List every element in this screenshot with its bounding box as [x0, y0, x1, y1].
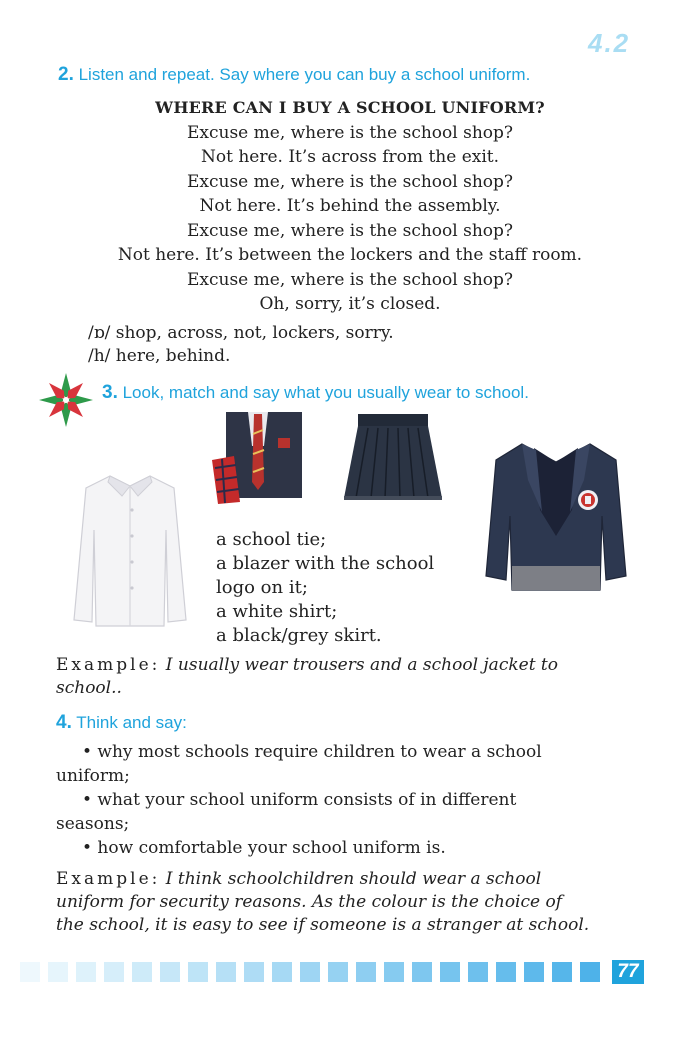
phonetics-line: /ɒ/ shop, across, not, lockers, sorry. [88, 323, 394, 343]
item-line: a black/grey skirt. [216, 625, 382, 646]
bullet-item [56, 740, 638, 788]
example-text: uniform for security reasons. As the colour is the choice of [56, 892, 563, 912]
task4-heading [56, 712, 187, 734]
task3-number: 3. [102, 382, 118, 403]
example-text: school.. [56, 678, 122, 698]
item-line: logo on it; [216, 577, 308, 598]
poem-line: Excuse me, where is the school shop? [186, 269, 513, 290]
task4-number: 4. [56, 712, 72, 733]
poem-line: Excuse me, where is the school shop? [186, 122, 513, 143]
footer-square [188, 962, 208, 982]
footer-square [272, 962, 292, 982]
bullet-text: uniform; [56, 766, 130, 786]
footer-square [496, 962, 516, 982]
bullet-text: • what your school uniform consists of in different [82, 790, 517, 810]
page-number: 77 [612, 960, 644, 984]
footer-square [384, 962, 404, 982]
clothing-items-list [216, 528, 434, 648]
bullet-text: seasons; [56, 814, 130, 834]
bullet-item [56, 788, 638, 836]
task3-instruction: Look, match and say what you usually wear to school. [122, 383, 529, 402]
example-text: I think schoolchildren should wear a school [165, 869, 542, 889]
dialogue-poem [0, 96, 700, 317]
task2-instruction: Listen and repeat. Say where you can buy a school uniform. [78, 65, 531, 84]
example-text: I usually wear trousers and a school jacket to [165, 655, 559, 675]
section-number: 4.2 [588, 28, 631, 58]
poem-line: Not here. It’s between the lockers and the staff room. [117, 245, 583, 265]
star-ornament-icon [38, 372, 94, 428]
poem-line: Not here. It’s behind the assembly. [199, 196, 501, 216]
footer-square [300, 962, 320, 982]
poem-line: Not here. It’s across from the exit. [200, 147, 500, 167]
school-tie-photo [212, 412, 304, 504]
poem-line: Excuse me, where is the school shop? [186, 220, 513, 241]
footer-square [468, 962, 488, 982]
phonetics-block [88, 322, 394, 368]
bullet-text: • why most schools require children to wear a school [82, 742, 542, 762]
example-label: Example: [56, 869, 161, 889]
item-line: a white shirt; [216, 601, 338, 622]
footer-square [244, 962, 264, 982]
item-line: a school tie; [216, 529, 327, 550]
footer-square [356, 962, 376, 982]
example-label: Example: [56, 655, 161, 675]
poem-line: Excuse me, where is the school shop? [186, 171, 513, 192]
white-shirt-photo [70, 470, 190, 630]
task3-example [56, 654, 646, 700]
footer-square [440, 962, 460, 982]
footer-square [132, 962, 152, 982]
blazer-photo [484, 440, 628, 592]
footer-square [20, 962, 40, 982]
task4-example [56, 868, 646, 937]
footer-square [328, 962, 348, 982]
bullet-text: • how comfortable your school uniform is. [82, 838, 446, 858]
task2-number: 2. [58, 64, 74, 85]
footer-square [104, 962, 124, 982]
poem-line: Oh, sorry, it’s closed. [259, 294, 441, 314]
bullet-item [56, 836, 638, 860]
poem-title: WHERE CAN I BUY A SCHOOL UNIFORM? [155, 98, 545, 117]
phonetics-line: /h/ here, behind. [88, 346, 231, 366]
task4-bullets [56, 740, 638, 860]
task4-instruction: Think and say: [76, 713, 187, 732]
item-line: a blazer with the school [216, 553, 435, 574]
footer-square [524, 962, 544, 982]
footer-square [76, 962, 96, 982]
footer-square [216, 962, 236, 982]
footer-square [580, 962, 600, 982]
task2-heading [58, 64, 530, 86]
footer-square [160, 962, 180, 982]
pleated-skirt-photo [338, 414, 450, 506]
footer-square [48, 962, 68, 982]
task3-heading [102, 382, 529, 404]
footer-square [552, 962, 572, 982]
footer-square [412, 962, 432, 982]
example-text: the school, it is easy to see if someone is a stranger at school. [56, 915, 590, 935]
